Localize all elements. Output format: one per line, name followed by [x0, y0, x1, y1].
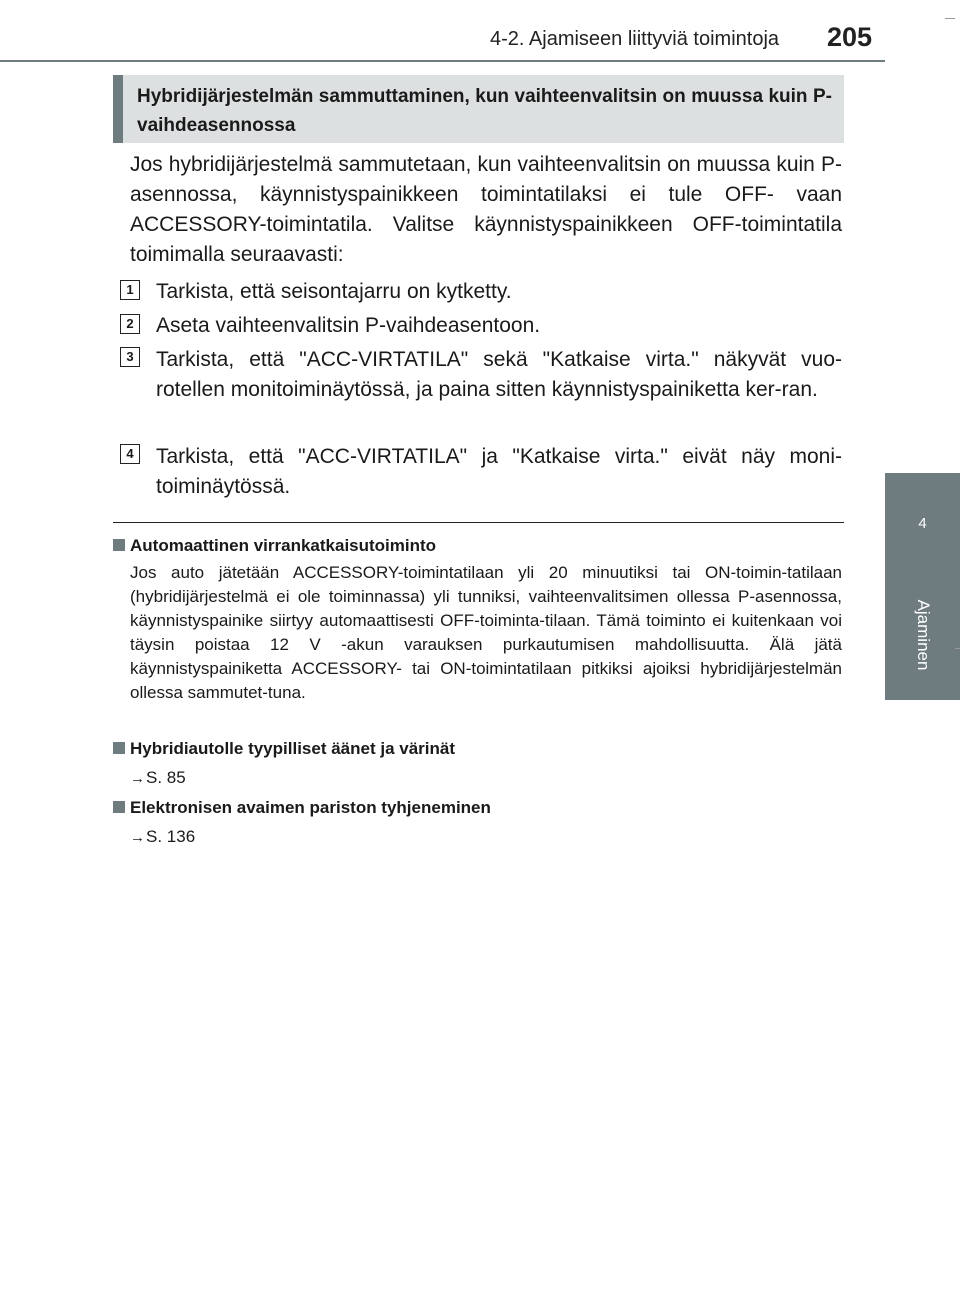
page-reference-text: S. 85 — [146, 768, 186, 787]
note-heading — [113, 535, 436, 557]
section-title: Hybridijärjestelmän sammuttaminen, kun vaihteenvalitsin on muussa kuin P-vaihdeasennossa — [113, 75, 844, 143]
note-heading — [113, 797, 491, 819]
intro-paragraph: Jos hybridijärjestelmä sammutetaan, kun vaihteenvalitsin on muussa kuin P-asennossa, käynnistyspainikkeen toimintatilaksi ei tule OFF- vaan ACCESSORY-toimintatila. Valitse käynnistyspainikkeen OFF-toimintatila toimimalla seuraavasti: — [130, 153, 842, 266]
chapter-tab — [885, 569, 960, 700]
note-body: Jos auto jätetään ACCESSORY-toimintatilaan yli 20 minuutiksi tai ON-toimin-tatilaan (hybridijärjestelmä ei ole toiminnassa) yli tunniksi, vaihteenvalitsimen ollessa P-asennossa, käynnistyspainike siirtyy automaattisesti OFF-toiminta-tilaan. Tämä toiminto ei kuitenkaan voi täysin poistaa 12 V -akun varauksen purkautumisen mahdollisuutta. Älä jätä käynnistyspainiketta ACCESSORY- tai ON-toimintatilaan pitkiksi ajoiksi hybridijärjestelmän ollessa sammutet-tuna. — [130, 563, 842, 702]
step-text: Aseta vaihteenvalitsin P-vaihdeasentoon. — [156, 314, 541, 337]
running-header-title: 4-2. Ajamiseen liittyviä toimintoja — [490, 28, 780, 50]
square-bullet-icon — [113, 742, 125, 754]
note-heading-text: Hybridiautolle tyypilliset äänet ja värinät — [130, 739, 455, 758]
chapter-tab-number — [885, 473, 960, 569]
page-number: 205 — [827, 22, 873, 52]
note-heading-text: Elektronisen avaimen pariston tyhjeneminen — [130, 798, 491, 817]
page-reference-text: S. 136 — [146, 827, 196, 846]
step-number-box: 2 — [120, 314, 140, 334]
step-number-box: 3 — [120, 347, 140, 367]
square-bullet-icon — [113, 539, 125, 551]
note-heading-text: Automaattinen virrankatkaisutoiminto — [130, 536, 437, 555]
page-reference[interactable] — [130, 826, 195, 849]
step-text: Tarkista, että seisontajarru on kytketty. — [156, 280, 512, 303]
arrow-icon: → — [130, 770, 145, 787]
step-text: Tarkista, että "ACC-VIRTATILA" ja "Katkaise virta." eivät näy moni-toiminäytössä. — [156, 445, 842, 498]
step-number-box: 1 — [120, 280, 140, 300]
step-text: Tarkista, että "ACC-VIRTATILA" sekä "Katkaise virta." näkyvät vuo-rotellen monitoiminäytössä, ja paina sitten käynnistyspainiketta ker-ran. — [156, 348, 842, 401]
step-number-box: 4 — [120, 444, 140, 464]
chapter-number: 4 — [918, 515, 927, 532]
note-heading — [113, 738, 455, 760]
chapter-label: Ajaminen — [913, 599, 933, 670]
page-reference[interactable] — [130, 767, 186, 790]
side-tick — [955, 648, 960, 649]
header-rule — [0, 60, 885, 62]
top-right-tick — [945, 18, 955, 19]
divider — [113, 522, 844, 523]
arrow-icon: → — [130, 829, 145, 846]
square-bullet-icon — [113, 801, 125, 813]
